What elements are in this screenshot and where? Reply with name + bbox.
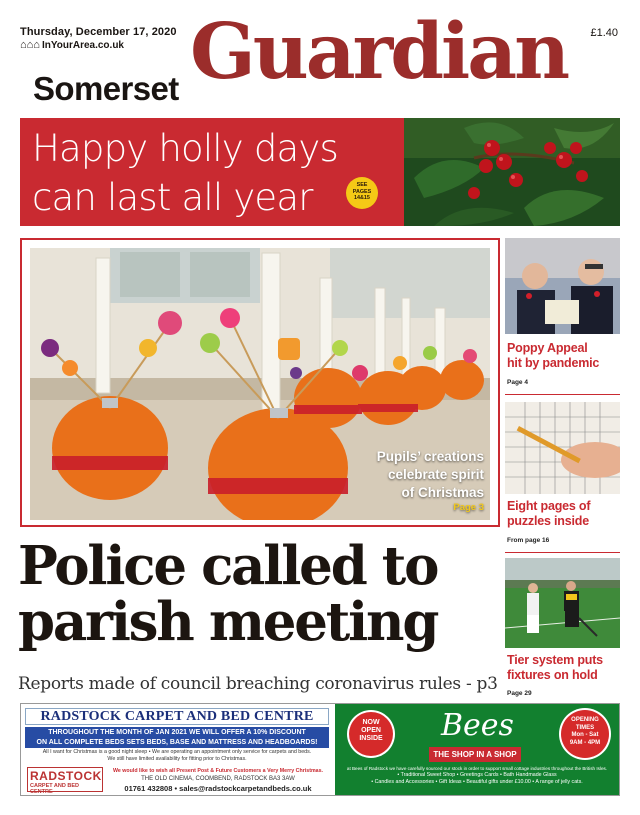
bees-body-line3: • Candles and Accessories • Gift Ideas • Beautiful gifts under £10.00 • A range of jelly cats.	[371, 779, 583, 785]
small-print-line1: All I want for Christmas is a good night sleep • We are operating an appointment only service for carpets and beds.	[42, 749, 312, 755]
now-open-line3: INSIDE	[359, 735, 383, 742]
caption-line3: of Christmas	[401, 485, 484, 500]
logo-wordmark: RADSTOCK	[30, 769, 102, 783]
poppy-appeal-photo	[505, 238, 620, 334]
lead-standfirst: Reports made of council breaching coronavirus rules - p3	[18, 674, 498, 694]
offer-line2: ON ALL COMPLETE BEDS SETS BEDS, BASE AND MATTRESS AND HEADBOARDS!	[36, 739, 318, 746]
in-your-area-label: InYourArea.co.uk	[41, 39, 124, 51]
badge-line1: SEE	[356, 182, 368, 188]
hours-line1: OPENING	[571, 717, 599, 723]
carpet-advert-title: RADSTOCK CARPET AND BED CENTRE	[25, 708, 329, 725]
small-print-line2: We still have limited availability for fitting prior to Christmas.	[107, 756, 247, 762]
houses-icon: ⌂⌂⌂	[20, 39, 40, 51]
hockey-photo	[505, 558, 620, 648]
main-photo-caption	[377, 448, 484, 514]
carpet-contact[interactable]: 01761 432808 • sales@radstockcarpetandbeds.co.uk	[124, 784, 312, 793]
tier-page-ref: Page 29	[507, 690, 532, 697]
banner-headline-line2: can last all year	[32, 176, 313, 219]
tier-system-headline[interactable]	[507, 653, 622, 682]
tier-title-line1: Tier system puts	[507, 653, 603, 667]
holly-banner[interactable]	[20, 118, 620, 226]
lead-headline-line2: parish meeting	[18, 591, 438, 653]
now-open-line2: OPEN	[361, 727, 381, 734]
side-divider	[505, 394, 620, 395]
poppy-title-line1: Poppy Appeal	[507, 341, 588, 355]
banner-headline-line1: Happy holly days	[32, 127, 338, 170]
side-divider	[505, 552, 620, 553]
hours-line4: 9AM - 4PM	[569, 739, 601, 746]
badge-line2: PAGES	[352, 188, 372, 195]
badge-line3: 14&15	[354, 195, 370, 201]
caption-line1: Pupils’ creations	[376, 449, 484, 464]
bees-tagline: THE SHOP IN A SHOP	[429, 747, 521, 762]
christingle-story[interactable]	[20, 238, 500, 527]
cover-price: £1.40	[590, 27, 618, 39]
lead-headline[interactable]	[18, 535, 498, 653]
puzzles-page-ref: From page 16	[507, 537, 550, 544]
in-your-area-logo[interactable]	[20, 39, 124, 51]
now-open-line1: NOW	[362, 719, 380, 726]
logo-subline: CARPET AND BED CENTRE	[30, 783, 79, 795]
puzzles-title-line2: puzzles inside	[507, 513, 589, 528]
bees-advert[interactable]	[335, 704, 619, 795]
issue-date: Thursday, December 17, 2020	[20, 26, 177, 38]
radstock-logo	[27, 767, 103, 795]
carpet-address: THE OLD CINEMA, COOMBEND, RADSTOCK BA3 3AW	[141, 776, 295, 782]
now-open-starburst	[349, 712, 393, 756]
hours-line3: Mon - Sat	[571, 732, 599, 738]
puzzles-title-line1: Eight pages of	[507, 499, 591, 513]
banner-headline	[32, 124, 402, 222]
bees-body-text	[341, 765, 613, 786]
poppy-page-ref: Page 4	[507, 379, 528, 386]
bees-logo: Bees	[441, 708, 514, 743]
poppy-appeal-headline[interactable]	[507, 341, 622, 370]
see-pages-badge	[346, 177, 378, 209]
caption-line2: celebrate spirit	[387, 467, 484, 482]
opening-times-starburst	[561, 710, 609, 758]
hours-line2: TIMES	[575, 724, 595, 731]
lead-headline-line1: Police called to	[18, 535, 438, 597]
holly-photo	[404, 118, 620, 226]
masthead-somerset: Somerset	[33, 70, 179, 107]
tier-title-line2: fixtures on hold	[507, 667, 598, 682]
bees-body-line2: • Traditional Sweet Shop • Greetings Cards • Bath Handmade Glass	[397, 772, 557, 778]
carpet-offer-box	[25, 727, 329, 748]
bees-body-line1: at Bees of Radstock we have carefully sourced our stock in order to support small cottage industries throughout the British Isles.	[346, 766, 608, 771]
offer-line1: THROUGHOUT THE MONTH OF JAN 2021 WE WILL OFFER A 10% DISCOUNT	[48, 729, 306, 736]
poppy-title-line2: hit by pandemic	[507, 355, 600, 370]
masthead-guardian: Guardian	[190, 7, 568, 97]
puzzles-headline[interactable]	[507, 499, 622, 528]
caption-page-ref[interactable]: Page 3	[453, 502, 484, 513]
carpet-small-print	[25, 749, 329, 763]
puzzles-photo	[505, 402, 620, 494]
christmas-greeting: We would like to wish all Present Post & Future Customers a Very Merry Christmas.	[112, 768, 324, 774]
carpet-advert[interactable]	[21, 704, 335, 795]
advert-strip[interactable]	[20, 703, 620, 796]
